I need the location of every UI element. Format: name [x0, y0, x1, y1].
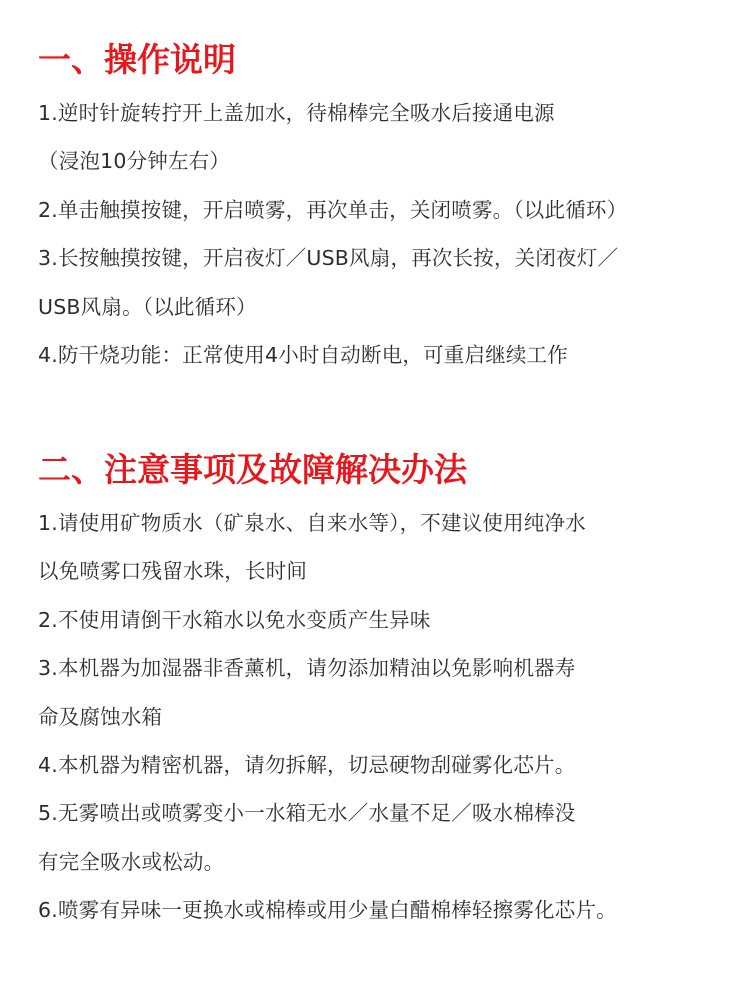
instruction-line: USB风扇。（以此循环）: [38, 294, 257, 319]
troubleshooting-list: [38, 499, 738, 935]
operation-instructions-list: [38, 89, 738, 379]
troubleshooting-line: 以免喷雾口残留水珠，长时间: [38, 559, 308, 584]
troubleshooting-line: 2.不使用请倒干水箱水以免水变质产生异味: [38, 607, 431, 632]
instruction-line: （浸泡10分钟左右）: [38, 149, 231, 174]
troubleshooting-line: 6.喷雾有异味一更换水或棉棒或用少量白醋棉棒轻擦雾化芯片。: [38, 898, 617, 923]
troubleshooting-section: [38, 448, 738, 935]
instruction-line: 4.防干烧功能：正常使用4小时自动断电，可重启继续工作: [38, 342, 569, 367]
troubleshooting-line: 4.本机器为精密机器，请勿拆解，切忌硬物刮碰雾化芯片。: [38, 752, 576, 777]
troubleshooting-line: 命及腐蚀水箱: [38, 704, 163, 729]
troubleshooting-heading: 二、注意事项及故障解决办法: [38, 450, 467, 489]
instruction-line: 1.逆时针旋转拧开上盖加水，待棉棒完全吸水后接通电源: [38, 101, 555, 125]
operation-instructions-section: [38, 38, 738, 379]
instruction-line: 2.单击触摸按键，开启喷雾，再次单击，关闭喷雾。（以此循环）: [38, 197, 628, 222]
instruction-line: 3.长按触摸按键，开启夜灯／USB风扇，再次长按，关闭夜灯／: [38, 246, 619, 271]
troubleshooting-line: 1.请使用矿物质水（矿泉水、自来水等），不建议使用纯净水: [38, 511, 586, 535]
troubleshooting-line: 5.无雾喷出或喷雾变小一水箱无水／水量不足／吸水棉棒没: [38, 801, 576, 826]
operation-instructions-heading: 一、操作说明: [38, 40, 236, 79]
troubleshooting-line: 3.本机器为加湿器非香薰机，请勿添加精油以免影响机器寿: [38, 656, 576, 681]
troubleshooting-line: 有完全吸水或松动。: [38, 849, 225, 874]
